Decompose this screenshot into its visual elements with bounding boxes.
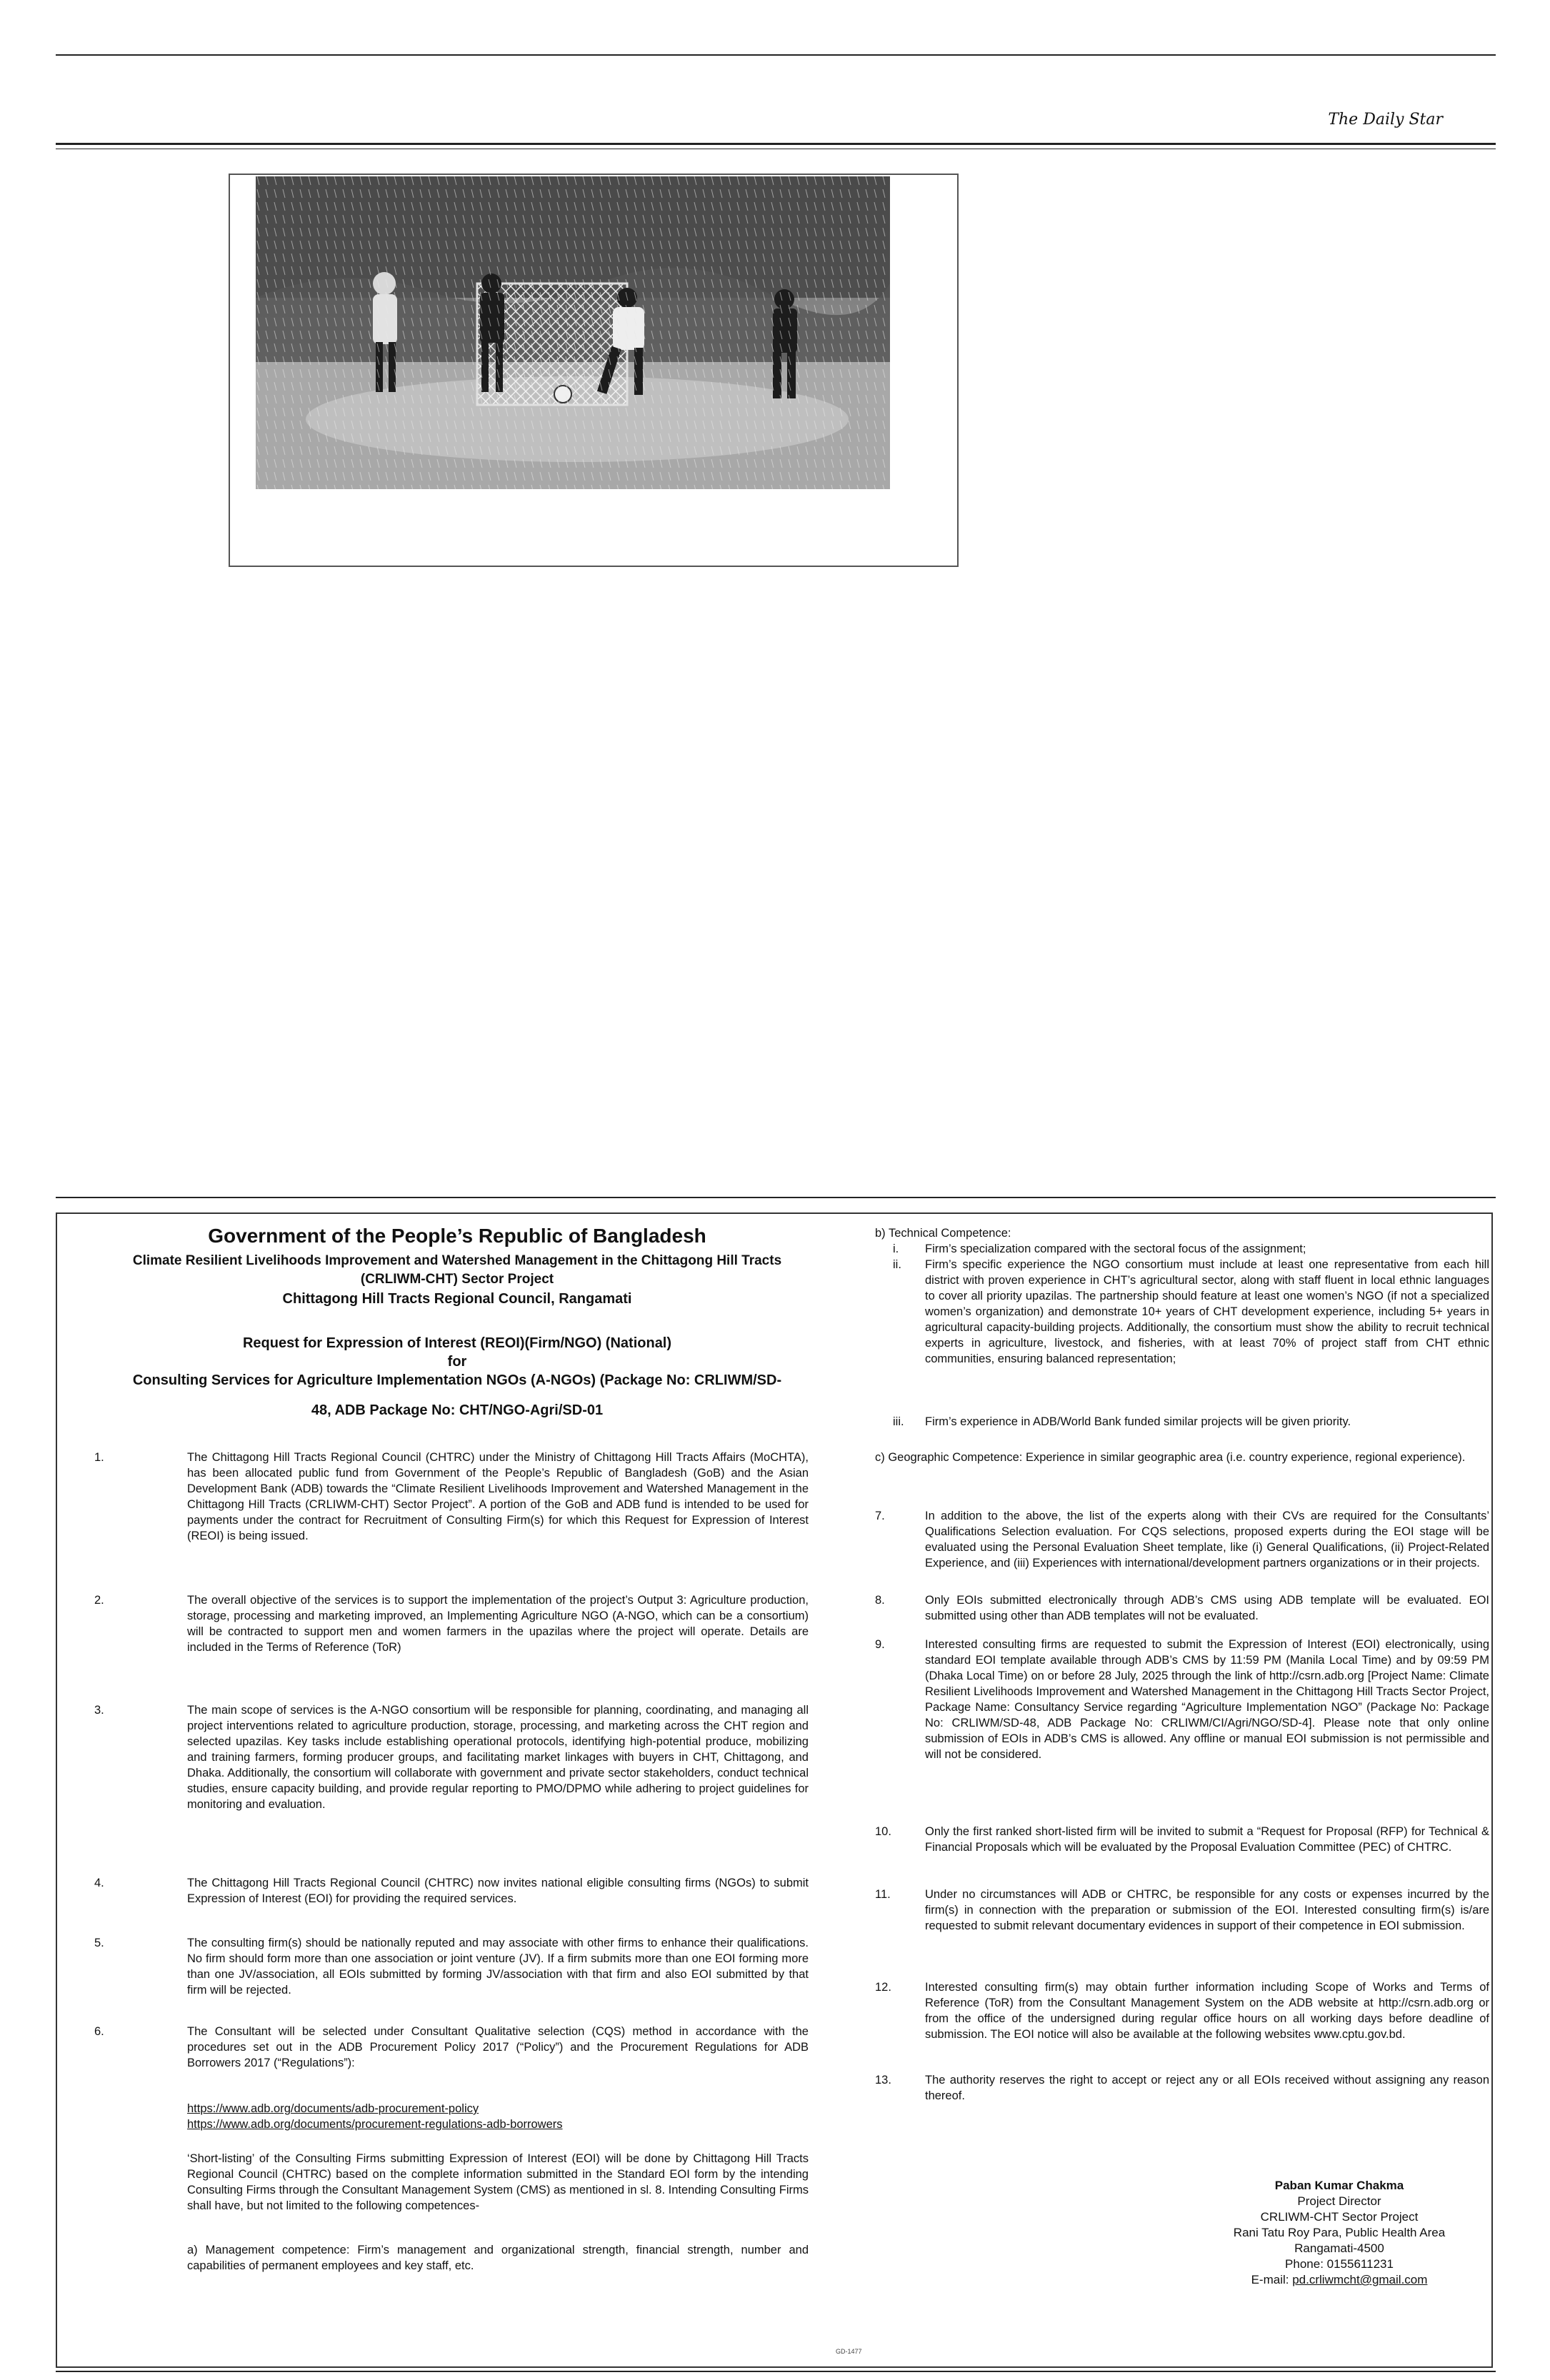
reoi-heading-line1: Request for Expression of Interest (REOI)(Firm/NGO) (National) [242, 1335, 672, 1351]
item-text: In addition to the above, the list of the experts along with their CVs are required for the Consultants’ Qualifications Selection evaluation. For CQS selections, proposed experts during the EOI stage will be evaluated using the Personal Evaluation Sheet template, like (i) General Qualifications, (ii) Project-Related Experience, and (iii) Experiences with international/development partners organizations or in their projects. [925, 1510, 1489, 1570]
email-label: E-mail: [1251, 2273, 1293, 2286]
item-text: Interested consulting firms are requested to submit the Expression of Interest (EOI) electronically, using standard EOI template available through ADB’s CMS by 11:59 PM (Manila Local Time) and by 09:59 PM (Dhaka Local Time) on or before 28 July, 2025 through the link of http://csrn.adb.org [Project Name: Climate Resilient Livelihoods Improvement and Watershed Management in the Chittagong Hill Tracts Sector Project, Package Name: Consultancy Service regarding “Agriculture Implementation NGO” (Package No: Package No: CRLIWM/SD-48, ADB Package No: CRLIWM/CI/Agri/NGO/SD-4]. Please note that only online submission of EOIs in ADB’s CMS is allowed. Any offline or manual EOI submission is not permissible and will not be considered. [925, 1638, 1489, 1761]
signatory-address2: Rangamati-4500 [1294, 2241, 1384, 2255]
signatory-email-link[interactable]: pd.crliwmcht@gmail.com [1292, 2273, 1428, 2286]
item-text: The Consultant will be selected under Consultant Qualitative selection (CQS) method in accordance with the procedures set out in the ADB Procurement Policy 2017 (“Policy”) and the Procurement Regulations for ADB Borrowers 2017 (“Regulations”): [187, 2025, 809, 2069]
item-text: Firm’s experience in ADB/World Bank funded similar projects will be given priority. [925, 1415, 1351, 1428]
item-number: iii. [893, 1415, 904, 1428]
item-text: Under no circumstances will ADB or CHTRC, be responsible for any costs or expenses incurred by the firm(s) in connection with the preparation or submission of the EOI. Interested consulting firm(s) is/are requested to submit relevant documentary evidences in support of their competence in EOI submission. [925, 1888, 1489, 1932]
reoi-heading-for: for [447, 1354, 467, 1370]
geographic-competence: c) Geographic Competence: Experience in similar geographic area (i.e. country experience, regional experience). [875, 1451, 1466, 1464]
adb-procurement-regulations-link[interactable]: https://www.adb.org/documents/procurement-regulations-adb-borrowers [187, 2118, 563, 2131]
signatory-name: Paban Kumar Chakma [1274, 2179, 1404, 2192]
technical-competence-title: b) Technical Competence: [875, 1227, 1011, 1240]
item-number: 12. [875, 1981, 891, 1994]
item-number: ii. [893, 1258, 901, 1271]
item-text: The consulting firm(s) should be nationally reputed and may associate with other firms to enhance their qualifications. No firm should form more than one association or joint venture (JV). If a firm submits more than one EOI forming more than one JV/association, all EOIs submitted by forming JV/association with that firm and also EOI submitted by that firm will be rejected. [187, 1937, 809, 1997]
item-number: 5. [94, 1937, 104, 1949]
reoi-notice [56, 1212, 1493, 2368]
notice-council: Chittagong Hill Tracts Regional Council, Rangamati [282, 1291, 632, 1307]
top-rule [56, 54, 1496, 56]
signatory-address1: Rani Tatu Roy Para, Public Health Area [1233, 2226, 1446, 2239]
notice-project-line2: (CRLIWM-CHT) Sector Project [360, 1272, 554, 1287]
masthead-rule-thick [56, 143, 1496, 145]
item-number: 1. [94, 1451, 104, 1464]
signatory-email-line [1200, 2272, 1479, 2288]
item-number: 4. [94, 1877, 104, 1889]
reoi-heading-line3: 48, ADB Package No: CHT/NGO-Agri/SD-01 [311, 1402, 604, 1418]
shortlisting-paragraph: ‘Short-listing’ of the Consulting Firms submitting Expression of Interest (EOI) will be done by Chittagong Hill Tracts Regional Council (CHTRC) based on the complete information submitted in the Standard EOI form by the intending Consulting Firms through the Consultant Management System (CMS) as mentioned in sl. 8. Intending Consulting Firms shall have, but not limited to the following competences- [187, 2152, 809, 2212]
management-competence: a) Management competence: Firm’s management and organizational strength, financial strength, number and capabilities of permanent employees and key staff, etc. [187, 2244, 809, 2272]
item-text: Interested consulting firm(s) may obtain further information including Scope of Works and Terms of Reference (ToR) from the Consultant Management System on the ADB website at http://csrn.adb.org or from the office of the undersigned during regular office hours on all working days before deadline of submission. The EOI notice will also be available at the following websites www.cptu.gov.bd. [925, 1981, 1489, 2041]
item-text: Only the first ranked short-listed firm will be invited to submit a “Request for Proposal (RFP) for Technical & Financial Proposals which will be evaluated by the Proposal Evaluation Committee (PEC) of CHTRC. [925, 1825, 1489, 1854]
item-number: 13. [875, 2074, 891, 2087]
item-number: 7. [875, 1510, 885, 1522]
bottom-rule [56, 2371, 1496, 2372]
adb-procurement-policy-link[interactable]: https://www.adb.org/documents/adb-procurement-policy [187, 2102, 479, 2115]
signature-block [1200, 2178, 1479, 2288]
signatory-title: Project Director [1297, 2194, 1381, 2208]
masthead-name: The Daily Star [1328, 111, 1443, 129]
item-number: 3. [94, 1704, 104, 1717]
notice-project-line1: Climate Resilient Livelihoods Improvement and Watershed Management in the Chittagong Hill Tracts [132, 1253, 782, 1268]
item-number: 10. [875, 1825, 891, 1838]
item-text: Firm’s specialization compared with the sectoral focus of the assignment; [925, 1242, 1306, 1255]
item-text: Firm’s specific experience the NGO consortium must include at least one representative from each hill district with proven experience in CHT’s agricultural sector, along with staff fluent in local ethnic languages to cover all priority upazilas. The partnership should feature at least one women’s NGO (if not a specialized women’s organization) and demonstrate 10+ years of CHT development experience, including 5+ years in agricultural capacity-building projects. Additionally, the consortium must show the ability to recruit technical experts in agriculture, livestock, and fisheries, with at least 70% of project staff from CHT ethnic communities, ensuring balanced representation; [925, 1258, 1489, 1365]
item-number: 8. [875, 1594, 885, 1607]
gd-number: GD-1477 [836, 2348, 862, 2355]
item-text: The overall objective of the services is to support the implementation of the project’s Output 3: Agriculture production, storage, processing and marketing improved, an Implementing Agriculture NGO (A-NGO, which can be a consortium) will be contracted to support men and women farmers in the upazilas where the project will operate. Details are included in the Terms of Reference (ToR) [187, 1594, 809, 1654]
signatory-phone: Phone: 0155611231 [1285, 2257, 1394, 2271]
reoi-heading-line2: Consulting Services for Agriculture Implementation NGOs (A-NGOs) (Package No: CRLIWM/SD- [132, 1372, 782, 1388]
ad-top-rule [56, 1197, 1496, 1198]
item-number: i. [893, 1242, 899, 1255]
signatory-project: CRLIWM-CHT Sector Project [1260, 2210, 1419, 2224]
notice-government-title: Government of the People’s Republic of Bangladesh [208, 1225, 706, 1247]
item-text: The main scope of services is the A-NGO consortium will be responsible for planning, coordinating, and managing all project interventions related to agriculture production, storage, processing, and marketing across the CHT region and selected upazilas. Key tasks include establishing operational protocols, identifying high-potential produce, mobilizing and training farmers, forming producer groups, and facilitating market linkages with buyers in CHT, Chittagong, and Dhaka. Additionally, the consortium will collaborate with government and private sector stakeholders, conduct technical studies, ensure capacity building, and provide regular reporting to PMO/DPMO while adhering to project guidelines for monitoring and evaluation. [187, 1704, 809, 1811]
item-number: 6. [94, 2025, 104, 2038]
photo-children-football [256, 176, 890, 489]
item-text: The Chittagong Hill Tracts Regional Council (CHTRC) under the Ministry of Chittagong Hill Tracts Affairs (MoCHTA), has been allocated public fund from Government of the People’s Republic of Bangladesh (GoB) and the Asian Development Bank (ADB) towards the “Climate Resilient Livelihoods Improvement and Watershed Management in the Chittagong Hill Tracts (CRLIWM-CHT) Sector Project”. A portion of the GoB and ADB fund is intended to be used for payments under the contract for Recruitment of Consulting Firm(s) for which this Request for Expression of Interest (REOI) is being issued. [187, 1451, 809, 1542]
item-number: 2. [94, 1594, 104, 1607]
item-number: 9. [875, 1638, 885, 1651]
item-text: The Chittagong Hill Tracts Regional Council (CHTRC) now invites national eligible consulting firms (NGOs) to submit Expression of Interest (EOI) for providing the required services. [187, 1877, 809, 1905]
photo-frame [229, 174, 959, 567]
item-text: The authority reserves the right to accept or reject any or all EOIs received without assigning any reason thereof. [925, 2074, 1489, 2102]
item-text: Only EOIs submitted electronically through ADB’s CMS using ADB template will be evaluated. EOI submitted using other than ADB templates will not be evaluated. [925, 1594, 1489, 1622]
item-number: 11. [875, 1888, 891, 1901]
